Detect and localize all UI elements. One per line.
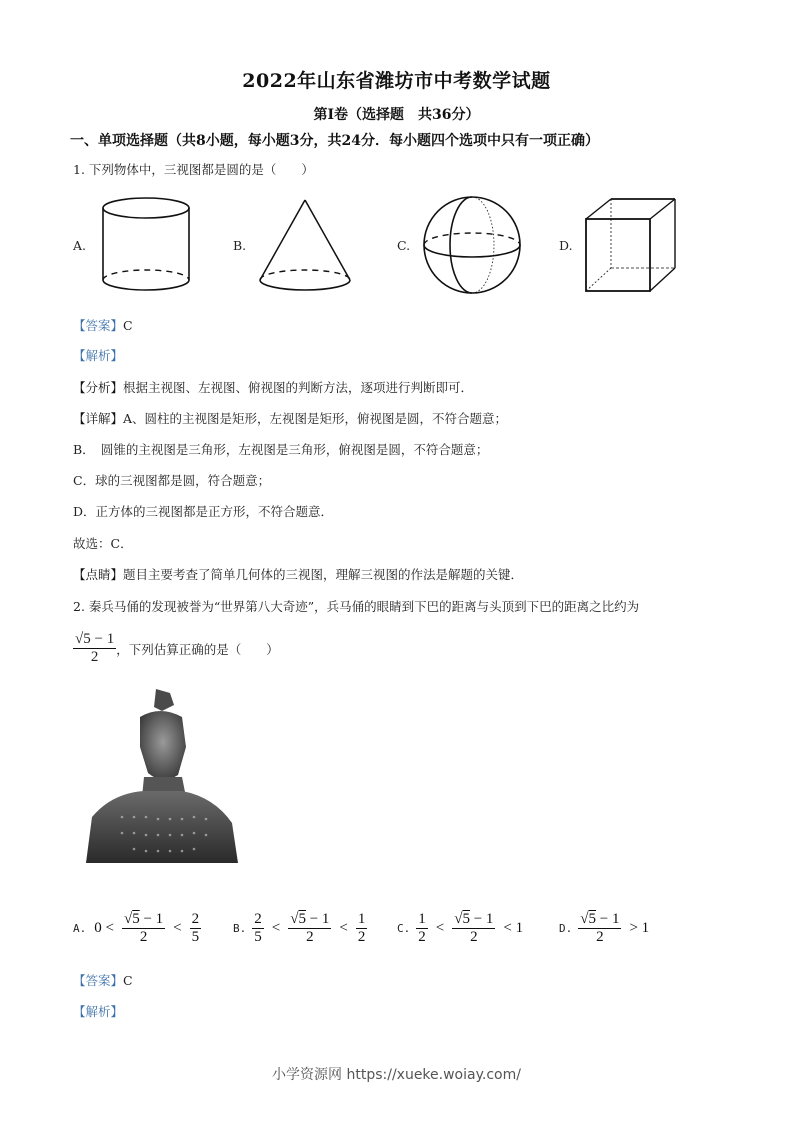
ratio-numerator: √5 − 1 bbox=[75, 631, 115, 647]
cylinder-figure bbox=[100, 194, 192, 296]
option-b-upper: $\frac{1}{2}$ bbox=[357, 911, 366, 945]
option-c-lower: $\frac{1}{2}$ bbox=[418, 911, 426, 945]
option-a-right: < bbox=[173, 920, 182, 937]
ratio-denominator: 2 bbox=[90, 648, 99, 665]
q1-answer bbox=[73, 316, 133, 334]
option-d-label: D. bbox=[559, 922, 573, 936]
option-a-expr: $\frac{√5 - 1}{2}$ bbox=[123, 911, 164, 945]
q1-option-c-label: C. bbox=[397, 238, 411, 253]
q1-option-a-label: A. bbox=[73, 238, 87, 253]
xiangjie-b: B． 圆锥的主视图是三角形，左视图是三角形，俯视图是圆，不符合题意； bbox=[73, 442, 489, 457]
option-c-expr: $\frac{√5 - 1}{2}$ bbox=[454, 911, 494, 945]
cone-figure bbox=[257, 196, 353, 296]
ratio-fraction bbox=[73, 632, 116, 666]
q2-option-d: D. $\frac{√5 - 1}{2}$ > 1 bbox=[559, 911, 650, 945]
part-subtitle: 第Ⅰ卷（选择题 共36分） bbox=[313, 107, 480, 123]
q2-option-c: C. $\frac{1}{2}$ < $\frac{√5 - 1}{2}$ < 1 bbox=[397, 911, 524, 945]
option-b-label: B. bbox=[233, 922, 247, 936]
answer-value: C bbox=[123, 973, 133, 988]
fenxi-text: 根据主视图、左视图、俯视图的判断方法，逐项进行判断即可． bbox=[123, 380, 474, 395]
q2-stem: 2. 秦兵马俑的发现被誉为“世界第八大奇迹”，兵马俑的眼睛到下巴的距离与头顶到下巴的距离之比约为 bbox=[73, 599, 640, 614]
xiangjie-c: C．球的三视图都是圆，符合题意； bbox=[73, 473, 271, 488]
footer-watermark: 小学资源网 https://xueke.woiay.com/ bbox=[272, 1067, 521, 1083]
q1-option-d-label: D. bbox=[559, 238, 573, 253]
q1-xiangjie bbox=[73, 409, 507, 427]
terracotta-warrior-image bbox=[82, 687, 240, 867]
q2-option-a bbox=[73, 912, 201, 946]
q2-answer bbox=[73, 971, 133, 989]
q1-conclusion: 故选：C． bbox=[73, 536, 133, 551]
q1-stem: 1. 下列物体中，三视图都是圆的是（ ） bbox=[73, 162, 314, 177]
sqrt-value: 5 bbox=[132, 911, 140, 927]
q2-options bbox=[73, 912, 733, 956]
xiangjie-a: A、圆柱的主视图是矩形，左视图是矩形，俯视图是圆，不符合题意； bbox=[123, 411, 508, 426]
xiangjie-d: D．正方体的三视图都是正方形，不符合题意． bbox=[73, 504, 334, 519]
option-b-expr: $\frac{√5 - 1}{2}$ bbox=[290, 911, 330, 945]
dianjing-tag: 【点睛】 bbox=[73, 567, 124, 582]
q1-analysis-tag: 【解析】 bbox=[73, 348, 124, 363]
option-b-lower: $\frac{2}{5}$ bbox=[254, 911, 262, 945]
answer-value: C bbox=[123, 318, 133, 333]
answer-tag: 【答案】 bbox=[73, 318, 124, 333]
q2-option-b: B. $\frac{2}{5}$ < $\frac{√5 - 1}{2}$ < $\frac{1}{2}$ bbox=[233, 911, 366, 945]
option-c-label: C. bbox=[397, 922, 411, 936]
dianjing-text: 题目主要考查了简单几何体的三视图，理解三视图的作法是解题的关键． bbox=[123, 567, 524, 582]
option-d-expr: $\frac{√5 - 1}{2}$ bbox=[580, 911, 620, 945]
section-heading: 一、单项选择题（共8小题，每小题3分，共24分．每小题四个选项中只有一项正确） bbox=[70, 133, 599, 149]
fenxi-tag: 【分析】 bbox=[73, 380, 124, 395]
cube-figure bbox=[583, 196, 681, 296]
stem-tail: ，下列估算正确的是（ ） bbox=[116, 641, 279, 657]
q1-fenxi bbox=[73, 378, 473, 396]
q2-stem-continued bbox=[73, 632, 279, 666]
option-a-bound: $\frac{2}{5}$ bbox=[191, 911, 200, 945]
sphere-figure bbox=[421, 194, 523, 296]
page-title: 2022年山东省潍坊市中考数学试题 bbox=[242, 70, 551, 92]
q1-options bbox=[73, 190, 713, 300]
xiangjie-tag: 【详解】 bbox=[73, 411, 124, 426]
option-a-label: A. bbox=[73, 922, 87, 936]
answer-tag: 【答案】 bbox=[73, 973, 124, 988]
option-a-left: 0 < bbox=[94, 920, 114, 937]
q1-option-b-label: B. bbox=[233, 238, 247, 253]
q2-analysis-tag: 【解析】 bbox=[73, 1004, 124, 1019]
q1-dianjing bbox=[73, 565, 523, 583]
